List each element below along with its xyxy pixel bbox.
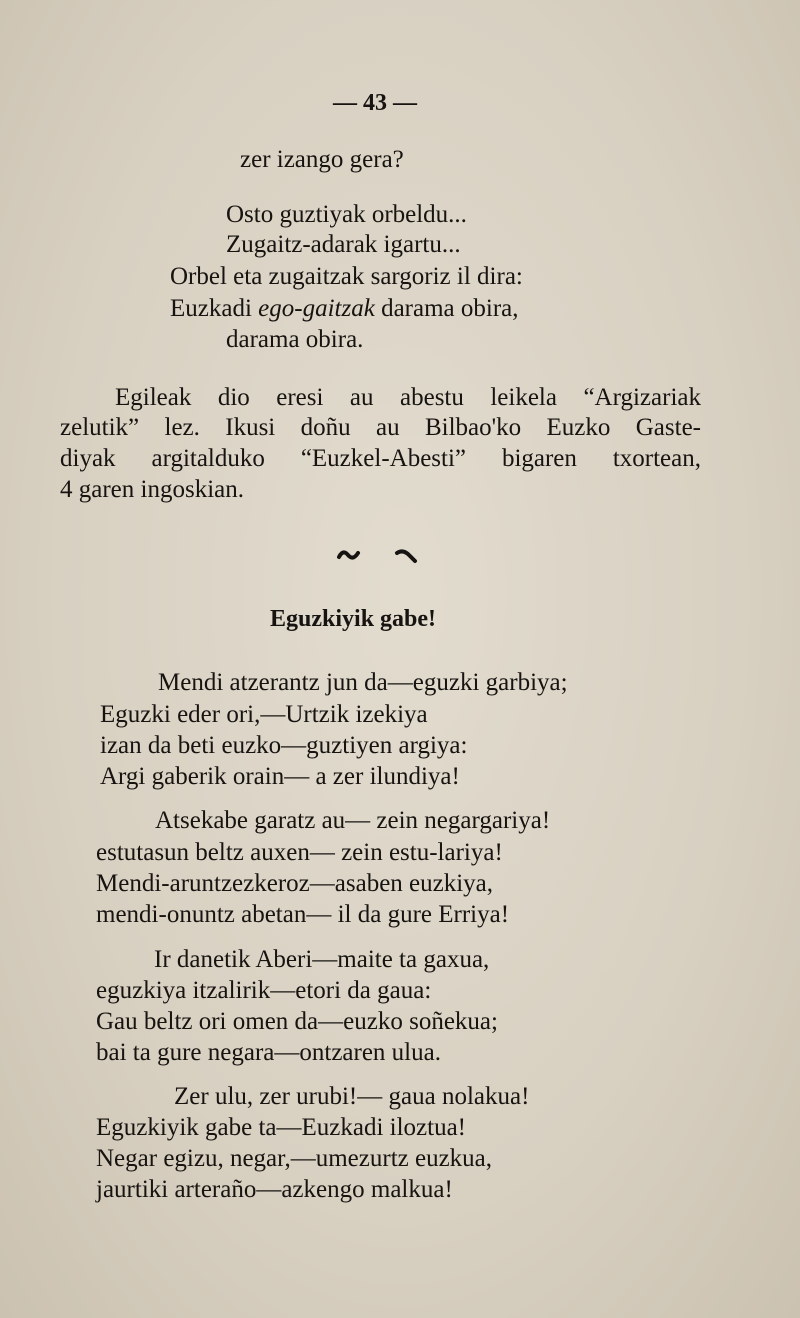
stanza-line: Zer ulu, zer urubi!— gaua nolakua! (174, 1083, 530, 1110)
stanza-line: Argi gaberik orain— a zer ilundiya! (100, 763, 460, 790)
note-line: zelutik” lez. Ikusi doñu au Bilbao'ko Euzko Gaste- (60, 414, 701, 441)
stanza-line: izan da beti euzko—guztiyen argiya: (100, 732, 468, 759)
stanza-line: Euzkadi ego-gaitzak darama obira, (170, 295, 519, 322)
stanza-line: eguzkiya itzalirik—etori da gaua: (96, 977, 432, 1004)
stanza-line: Negar egizu, negar,—umezurtz euzkua, (96, 1145, 493, 1172)
stanza-line: mendi-onuntz abetan— il da gure Erriya! (96, 901, 510, 928)
page-number: — 43 — (333, 90, 417, 116)
stanza-line: Zugaitz-adarak igartu... (226, 231, 461, 258)
italic-term: ego-gaitzak (258, 295, 375, 322)
stanza-line: darama obira. (226, 326, 364, 353)
stanza-line: Ir danetik Aberi—maite ta gaxua, (154, 946, 490, 973)
stanza-line: Orbel eta zugaitzak sargoriz il dira: (170, 263, 523, 290)
stanza-line: Eguzkiyik gabe ta—Euzkadi iloztua! (96, 1114, 467, 1141)
stanza-line: Gau beltz ori omen da—euzko soñekua; (96, 1008, 498, 1035)
stanza-line: Eguzki eder ori,—Urtzik izekiya (100, 701, 428, 728)
stanza-line: jaurtiki arteraño—azkengo malkua! (96, 1176, 453, 1203)
stanza-line: estutasun beltz auxen— zein estu-lariya! (96, 839, 503, 866)
stanza-line-with-italic (170, 294, 519, 324)
poem-question-line: zer izango gera? (240, 146, 404, 173)
stanza-line: Mendi atzerantz jun da—eguzki garbiya; (158, 669, 568, 696)
stanza-line: bai ta gure negara—ontzaren ulua. (96, 1039, 441, 1066)
note-line: 4 garen ingoskian. (60, 476, 244, 503)
note-line: Egileak dio eresi au abestu leikela “Argizariak (115, 384, 701, 411)
note-line: diyak argitalduko “Euzkel-Abesti” bigaren txortean, (60, 445, 701, 472)
stanza-line: Atsekabe garatz au— zein negargariya! (155, 807, 551, 834)
stanza-line: Mendi-aruntzezkeroz—asaben euzkiya, (96, 870, 494, 897)
ornament-dashes-icon (335, 545, 425, 565)
stanza-line: Osto guztiyak orbeldu... (226, 201, 467, 228)
poem-title: Eguzkiyik gabe! (270, 606, 437, 632)
